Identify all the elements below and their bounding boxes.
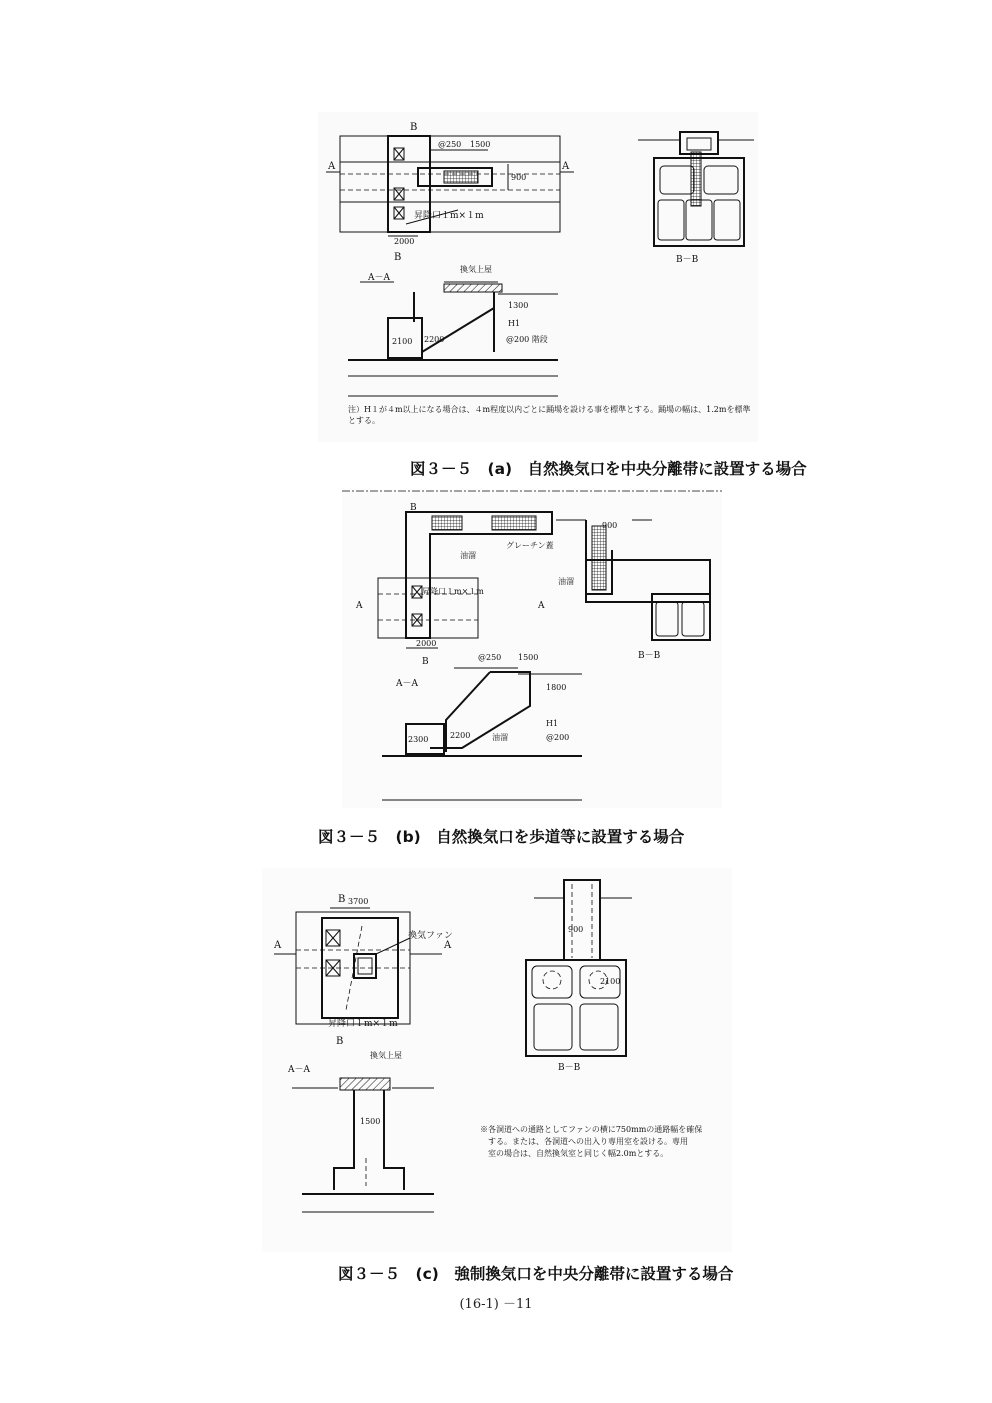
figure-b-drawing bbox=[342, 490, 722, 808]
section-bb-title: B－B bbox=[676, 255, 699, 265]
section-bb-title: B－B bbox=[558, 1063, 581, 1073]
section-mark-b-bottom: B bbox=[336, 1036, 344, 1047]
section-bb-title: B－B bbox=[638, 651, 661, 661]
section-mark-a-left: A bbox=[274, 940, 282, 951]
figure-c-drawing bbox=[262, 868, 732, 1252]
note-line-2: する。または、各洞道への出入り専用室を設ける。専用 bbox=[488, 1137, 688, 1146]
figure-a-drawing bbox=[318, 112, 758, 442]
dim-1800: 1800 bbox=[546, 683, 567, 692]
dim-2100: 2100 bbox=[392, 337, 413, 346]
roof-label: 換気上屋 bbox=[370, 1051, 402, 1060]
dim-stair-length: 1500 bbox=[470, 140, 491, 149]
figure-b-caption: 図３－５ (b) 自然換気口を歩道等に設置する場合 bbox=[318, 828, 685, 846]
dim-stair-pitch: @250 bbox=[438, 140, 462, 149]
dim-3700: 3700 bbox=[348, 897, 369, 906]
page-number: (16-1) －11 bbox=[459, 1297, 533, 1312]
dim-250: @250 bbox=[478, 653, 502, 662]
dim-plan-width: 2000 bbox=[416, 639, 437, 648]
figure-c-caption: 図３－５ (c) 強制換気口を中央分離帯に設置する場合 bbox=[338, 1265, 734, 1283]
dim-200: @200 bbox=[546, 733, 570, 742]
dim-1500: 1500 bbox=[360, 1117, 381, 1126]
figure-a-note: 注）H１が４m以上になる場合は、４m程度以内ごとに踊場を設ける事を標準とする。踊場の幅は、1.2mを標準とする。 bbox=[348, 405, 751, 425]
dim-900: 900 bbox=[568, 925, 584, 934]
section-aa-title: A－A bbox=[396, 679, 418, 689]
dim-1300: 1300 bbox=[508, 301, 529, 310]
dim-stair-width: 900 bbox=[511, 173, 527, 182]
dim-900: 900 bbox=[602, 521, 618, 530]
dim-stair-pitch-aa: @200 階段 bbox=[506, 335, 548, 344]
section-mark-a-right: A bbox=[562, 161, 570, 172]
section-mark-b-bottom: B bbox=[422, 657, 429, 667]
oil-label-aa: 油溜 bbox=[492, 733, 508, 742]
note-line-3: 室の場合は、自然換気室と同じく幅2.0mとする。 bbox=[488, 1149, 669, 1158]
section-mark-b-top: B bbox=[410, 503, 417, 513]
hoist-label: 昇降口１m×１m bbox=[414, 211, 484, 221]
dim-2100: 2100 bbox=[600, 977, 621, 986]
section-mark-b-top: B bbox=[410, 122, 418, 133]
dim-2200: 2200 bbox=[424, 335, 445, 344]
dim-2300: 2300 bbox=[408, 735, 429, 744]
oil-label-bb: 油溜 bbox=[558, 577, 574, 586]
roof-label: 換気上屋 bbox=[460, 265, 492, 274]
grating-label: グレーチン蓋 bbox=[506, 541, 554, 550]
dim-h1: H1 bbox=[546, 719, 559, 728]
hoist-label: 昇降口１m×１m bbox=[328, 1019, 398, 1029]
section-mark-a-right: A bbox=[444, 940, 452, 951]
dim-h1: H1 bbox=[508, 319, 521, 328]
hoist-label: 昇降口１m×１m bbox=[422, 587, 484, 596]
note-line-1: ※各洞道への通路としてファンの横に750mmの通路幅を確保 bbox=[480, 1125, 703, 1134]
section-mark-a-left: A bbox=[356, 601, 363, 611]
section-mark-a-right: A bbox=[538, 601, 545, 611]
dim-1500: 1500 bbox=[518, 653, 539, 662]
section-aa-title: A－A bbox=[288, 1065, 310, 1075]
figure-a-caption: 図３－５ (a) 自然換気口を中央分離帯に設置する場合 bbox=[410, 460, 807, 478]
oil-label: 油溜 bbox=[460, 551, 476, 560]
section-mark-b-top: B bbox=[338, 894, 346, 905]
section-aa-title: A－A bbox=[368, 273, 390, 283]
dim-plan-width: 2000 bbox=[394, 237, 415, 246]
fan-label: 換気ファン bbox=[408, 931, 453, 941]
dim-2200: 2200 bbox=[450, 731, 471, 740]
section-mark-a-left: A bbox=[328, 161, 336, 172]
section-mark-b-bottom: B bbox=[394, 252, 402, 263]
